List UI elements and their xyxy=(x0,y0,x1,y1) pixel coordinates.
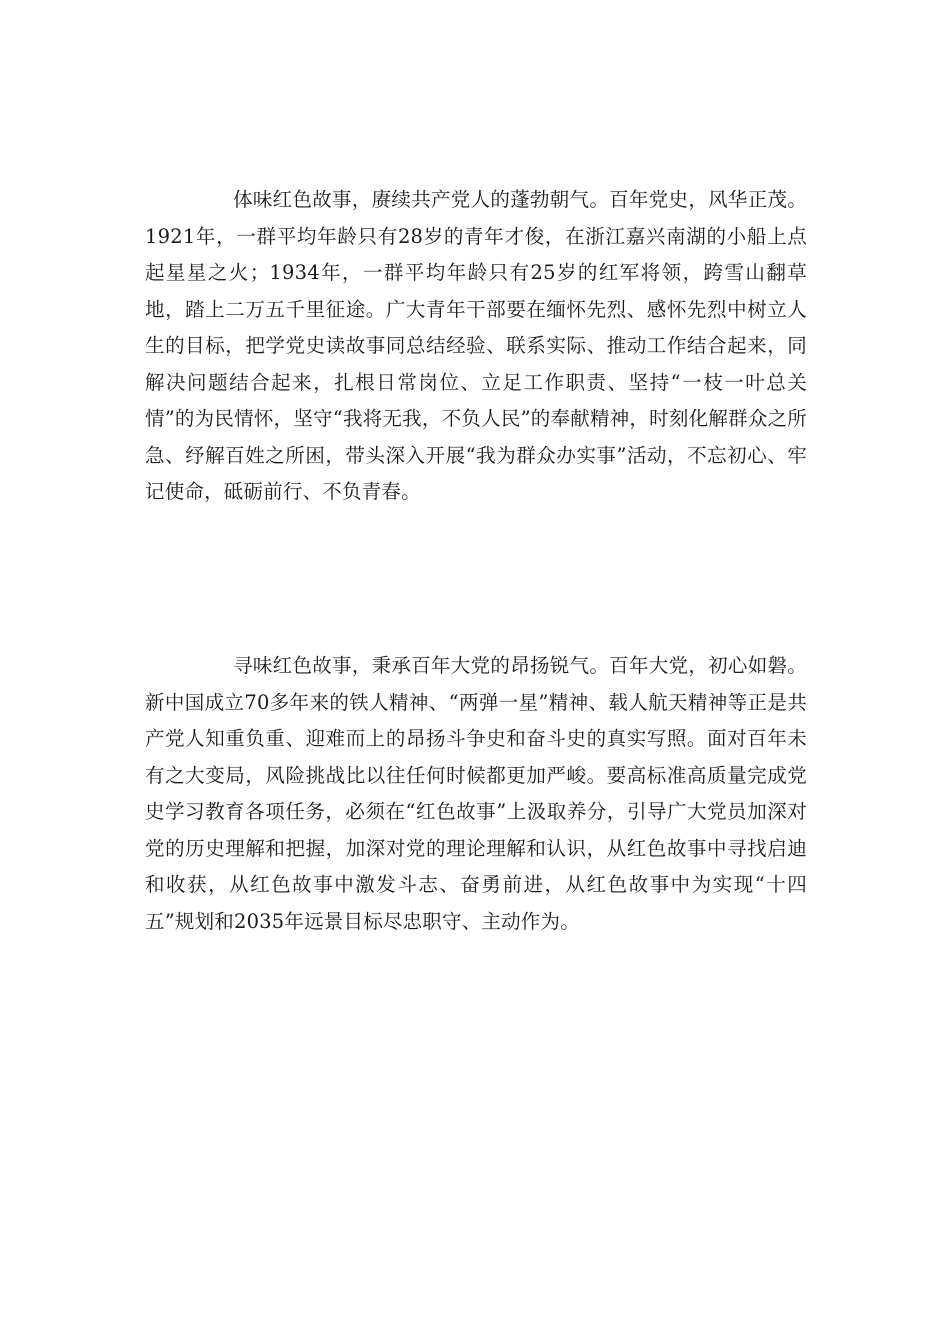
paragraph-1 xyxy=(145,182,807,511)
paragraph-1-text: 体味红色故事，赓续共产党人的蓬勃朝气。百年党史，风华正茂。1921年，一群平均年龄只有28岁的青年才俊，在浙江嘉兴南湖的小船上点起星星之火；1934年，一群平均年龄只有25岁的红军将领，跨雪山翻草地，踏上二万五千里征途。广大青年干部要在缅怀先烈、感怀先烈中树立人生的目标，把学党史读故事同总结经验、联系实际、推动工作结合起来，同解决问题结合起来，扎根日常岗位、立足工作职责、坚持“一枝一叶总关情”的为民情怀，坚守“我将无我，不负人民”的奉献精神，时刻化解群众之所急、纾解百姓之所困，带头深入开展“我为群众办实事”活动，不忘初心、牢记使命，砥砺前行、不负青春。 xyxy=(145,188,807,503)
paragraph-2 xyxy=(145,648,807,940)
paragraph-2-text: 寻味红色故事，秉承百年大党的昂扬锐气。百年大党，初心如磐。新中国成立70多年来的铁人精神、“两弹一星”精神、载人航天精神等正是共产党人知重负重、迎难而上的昂扬斗争史和奋斗史的真实写照。面对百年未有之大变局，风险挑战比以往任何时候都更加严峻。要高标准高质量完成党史学习教育各项任务，必须在“红色故事”上汲取养分，引导广大党员加深对党的历史理解和把握，加深对党的理论理解和认识，从红色故事中寻找启迪和收获，从红色故事中激发斗志、奋勇前进，从红色故事中为实现“十四五”规划和2035年远景目标尽忠职守、主动作为。 xyxy=(145,654,807,933)
